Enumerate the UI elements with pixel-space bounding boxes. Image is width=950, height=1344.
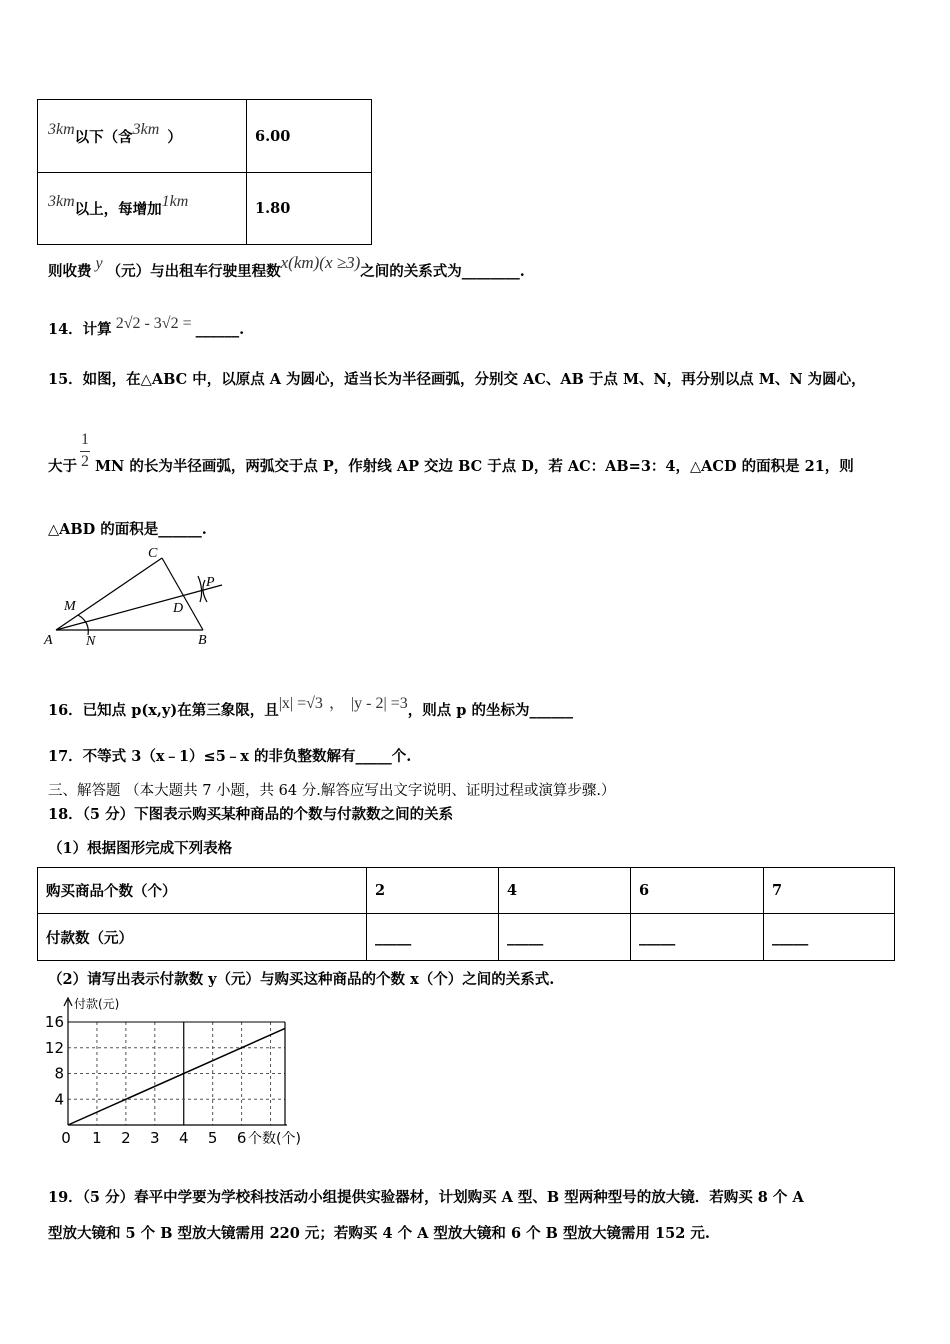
goods-table <box>37 867 895 961</box>
y-tick-label: 16 <box>44 1013 64 1031</box>
label-M: M <box>64 599 76 614</box>
x-axis-label: 个数(个) <box>248 1131 301 1147</box>
goods-blank-cell: _____ <box>367 914 499 961</box>
q15-line-3: △ABD 的面积是______. <box>48 521 207 538</box>
fare-row-2 <box>38 173 372 245</box>
label-D: D <box>173 601 184 616</box>
q13-prefix: 则收费 <box>48 263 92 280</box>
answer-blank: ______. <box>195 321 245 338</box>
frac-bar <box>80 451 90 452</box>
fare-cell-distance <box>38 100 247 173</box>
x-tick-label: 2 <box>121 1129 131 1147</box>
math-x-range: x(km)(x ≥3) <box>280 253 361 272</box>
q13-mid: （元）与出租车行驶里程数 <box>106 263 281 280</box>
label-N: N <box>86 634 96 649</box>
label-A: A <box>44 633 53 648</box>
fare-value: 6.00 <box>247 100 372 173</box>
goods-cell: 6 <box>631 868 764 914</box>
q15-prefix: 大于 <box>48 458 77 475</box>
q16-line <box>48 697 573 720</box>
arc-MN <box>78 615 88 635</box>
q13-suffix: 之间的关系式为________. <box>360 263 525 280</box>
q16-label: 16．已知点 p(x,y)在第三象限，且 <box>48 702 279 719</box>
goods-cell-header: 购买商品个数（个） <box>38 868 367 914</box>
side-BC <box>162 558 203 630</box>
math-abs-x: |x| =√3 <box>278 695 323 712</box>
fare-table <box>37 99 372 245</box>
y-tick-label: 12 <box>44 1038 64 1057</box>
x-tick-label: 5 <box>207 1129 218 1147</box>
q17-line: 17．不等式 3（x﹣1）≤5﹣x 的非负整数解有_____个. <box>48 748 412 765</box>
arc-P1 <box>198 576 202 602</box>
ray-AP <box>56 585 222 630</box>
q14-label: 14．计算 <box>48 321 112 338</box>
fare-row-1 <box>38 100 372 173</box>
math-3km: 3km <box>132 120 160 138</box>
q13-line <box>48 253 525 281</box>
fare-label: 以上，每增加 <box>74 201 162 218</box>
label-B: B <box>198 633 207 648</box>
math-3km: 3km <box>48 120 75 138</box>
frac-num: 1 <box>81 431 89 448</box>
frac-den: 2 <box>81 453 89 470</box>
q15-text: MN 的长为半径画弧，两弧交于点 P，作射线 AP 交边 BC 于点 D，若 AC：AB=3：4，△ACD 的面积是 21，则 <box>95 458 854 475</box>
goods-blank-cell: _____ <box>631 914 764 961</box>
goods-cell: 2 <box>367 868 499 914</box>
x-tick-label: 1 <box>92 1129 102 1147</box>
goods-blank-cell: _____ <box>764 914 895 961</box>
fare-value: 1.80 <box>247 173 372 245</box>
q19-line-2: 型放大镜和 5 个 B 型放大镜需用 220 元；若购买 4 个 A 型放大镜和 6 个 B 型放大镜需用 152 元. <box>48 1225 710 1242</box>
x-tick-label: 4 <box>178 1129 189 1147</box>
goods-blank-cell: _____ <box>499 914 631 961</box>
math-y: y <box>95 255 103 272</box>
q16-suffix: ，则点 p 的坐标为______ <box>407 702 573 719</box>
goods-cell: 4 <box>499 868 631 914</box>
q18-title: 18．（5 分）下图表示购买某种商品的个数与付款数之间的关系 <box>48 806 454 823</box>
goods-cell-header: 付款数（元） <box>38 914 367 961</box>
x-tick-label: 6 <box>236 1129 247 1147</box>
label-P: P <box>206 575 215 590</box>
fare-paren: ） <box>167 128 182 146</box>
y-tick-label: 4 <box>54 1090 64 1109</box>
x-tick-label: 0 <box>61 1129 71 1147</box>
triangle-figure <box>40 540 240 650</box>
payment-chart <box>30 990 330 1155</box>
q15-line-1: 15．如图，在△ABC 中，以原点 A 为圆心，适当长为半径画弧，分别交 AC、AB 于点 M、N，再分别以点 M、N 为圆心， <box>48 371 866 388</box>
q18-part1: （1）根据图形完成下列表格 <box>48 840 233 857</box>
y-tick-label: 8 <box>54 1064 64 1083</box>
fare-cell-distance <box>38 173 247 245</box>
fare-label: 以下（含 <box>74 128 133 146</box>
math-sqrt-expr: 2√2 - 3√2 = <box>115 315 192 332</box>
q14-line <box>48 315 245 339</box>
series-line <box>68 1028 285 1125</box>
math-1km: 1km <box>161 193 189 210</box>
goods-row-count <box>38 868 895 914</box>
label-C: C <box>148 546 158 561</box>
math-3km: 3km <box>48 193 75 210</box>
goods-row-payment <box>38 914 895 961</box>
y-axis-label: 付款(元) <box>74 997 120 1011</box>
q15-line-2 <box>48 431 854 476</box>
math-sep: ， <box>328 695 345 712</box>
goods-cell: 7 <box>764 868 895 914</box>
q19-line-1: 19．（5 分）春平中学要为学校科技活动小组提供实验器材，计划购买 A 型、B 型两种型号的放大镜．若购买 8 个 A <box>48 1189 804 1206</box>
section-heading: 三、解答题 （本大题共 7 小题，共 64 分.解答应写出文字说明、证明过程或演算步骤.） <box>48 783 616 799</box>
q18-part2: （2）请写出表示付款数 y（元）与购买这种商品的个数 x（个）之间的关系式. <box>48 971 555 988</box>
math-abs-y: |y - 2| =3 <box>350 695 408 712</box>
fraction-half <box>79 431 93 471</box>
side-AC <box>56 558 162 630</box>
x-tick-label: 3 <box>150 1129 160 1147</box>
